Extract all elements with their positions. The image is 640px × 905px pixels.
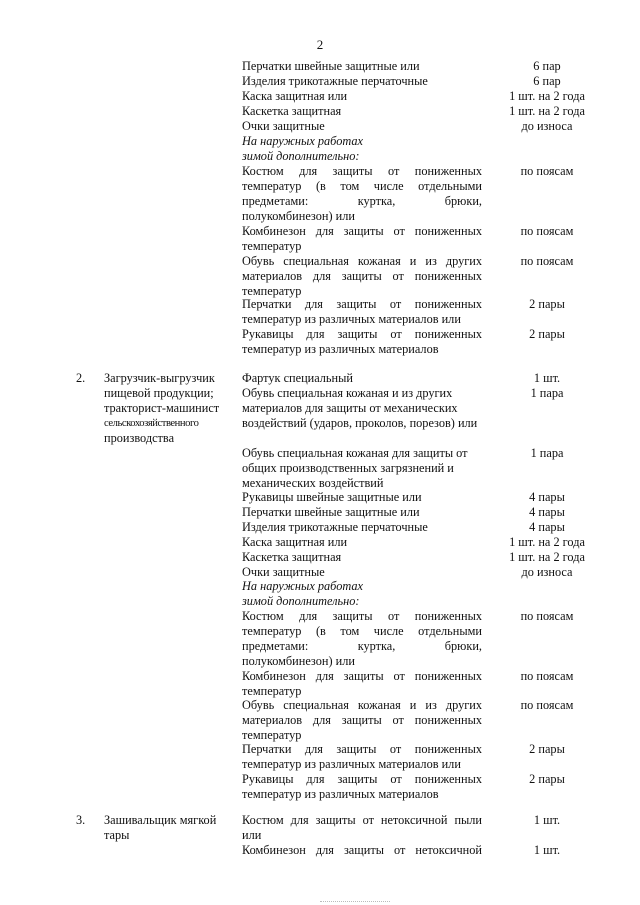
quantity: 6 пар (533, 59, 561, 73)
quantity: 6 пар (533, 74, 561, 88)
item-text: Рукавицы швейные защитные или (242, 490, 422, 504)
item-text: Каскетка защитная (242, 104, 342, 118)
profession-name: Зашивальщик мягкой тары (104, 813, 217, 842)
quantity: 1 шт. (533, 813, 561, 827)
quantity: 2 пары (529, 742, 565, 756)
quantity: 1 пара (530, 446, 564, 460)
quantity: 1 шт. на 2 года (509, 550, 585, 564)
item-text: Перчатки для защиты от пониженных температур из различных материалов или (242, 742, 482, 771)
item-text: Изделия трикотажные перчаточные (242, 74, 428, 88)
quantity: до износа (521, 119, 573, 133)
quantity: 1 шт. (533, 843, 561, 857)
quantity: 2 пары (529, 327, 565, 341)
item-text: Фартук специальный (242, 371, 353, 385)
row-number: 2. (76, 371, 86, 385)
scan-artifact (0, 897, 640, 905)
page-number: 2 (316, 37, 324, 52)
item-text: Перчатки швейные защитные или (242, 59, 420, 73)
quantity: по поясам (520, 254, 574, 268)
quantity: 1 шт. на 2 года (509, 89, 585, 103)
item-text: Перчатки для защиты от пониженных температур из различных материалов или (242, 297, 482, 326)
quantity: 1 шт. на 2 года (509, 104, 585, 118)
item-text: Костюм для защиты от нетоксичной пыли или (242, 813, 482, 842)
item-text: Каска защитная или (242, 535, 348, 549)
item-text: Комбинезон для защиты от нетоксичной (242, 843, 482, 857)
quantity: по поясам (520, 698, 574, 712)
item-text: Каска защитная или (242, 89, 348, 103)
quantity: 4 пары (529, 490, 565, 504)
item-text: Перчатки швейные защитные или (242, 505, 420, 519)
item-text: Обувь специальная кожаная для защиты от общих производственных загрязнений и механических воздействий (242, 446, 468, 490)
item-text: Изделия трикотажные перчаточные (242, 520, 428, 534)
subheading: На наружных работах зимой дополнительно: (242, 134, 363, 163)
quantity: 2 пары (529, 297, 565, 311)
quantity: по поясам (520, 224, 574, 238)
profession-name: Загрузчик-выгрузчик пищевой продукции; тракторист-машинист сельскохозяйственного производства (104, 371, 220, 445)
row-number: 3. (76, 813, 86, 827)
quantity: 1 пара (530, 386, 564, 400)
quantity: по поясам (520, 609, 574, 623)
quantity: 1 шт. (533, 371, 561, 385)
subheading: На наружных работах зимой дополнительно: (242, 579, 363, 608)
quantity: 4 пары (529, 505, 565, 519)
item-text: Рукавицы для защиты от пониженных температур из различных материалов (242, 772, 482, 801)
quantity: до износа (521, 565, 573, 579)
item-text: Комбинезон для защиты от пониженных температур (242, 669, 482, 698)
quantity: 2 пары (529, 772, 565, 786)
item-text: Костюм для защиты от пониженных температур (в том числе отдельными предметами: куртка, брюки, полукомбинезон) или (242, 164, 482, 223)
item-text: Очки защитные (242, 119, 325, 133)
item-text: Костюм для защиты от пониженных температур (в том числе отдельными предметами: куртка, брюки, полукомбинезон) или (242, 609, 482, 668)
item-text: Комбинезон для защиты от пониженных температур (242, 224, 482, 253)
quantity: по поясам (520, 164, 574, 178)
quantity: 4 пары (529, 520, 565, 534)
quantity: 1 шт. на 2 года (509, 535, 585, 549)
item-text: Обувь специальная кожаная и из других материалов для защиты от пониженных температур (242, 254, 482, 298)
item-text: Обувь специальная кожаная и из других материалов для защиты от механических воздействий (ударов, проколов, порезов) или (242, 386, 478, 430)
item-text: Каскетка защитная (242, 550, 342, 564)
item-text: Обувь специальная кожаная и из других материалов для защиты от пониженных температур (242, 698, 482, 742)
quantity: по поясам (520, 669, 574, 683)
item-text: Рукавицы для защиты от пониженных температур из различных материалов (242, 327, 482, 356)
item-text: Очки защитные (242, 565, 325, 579)
